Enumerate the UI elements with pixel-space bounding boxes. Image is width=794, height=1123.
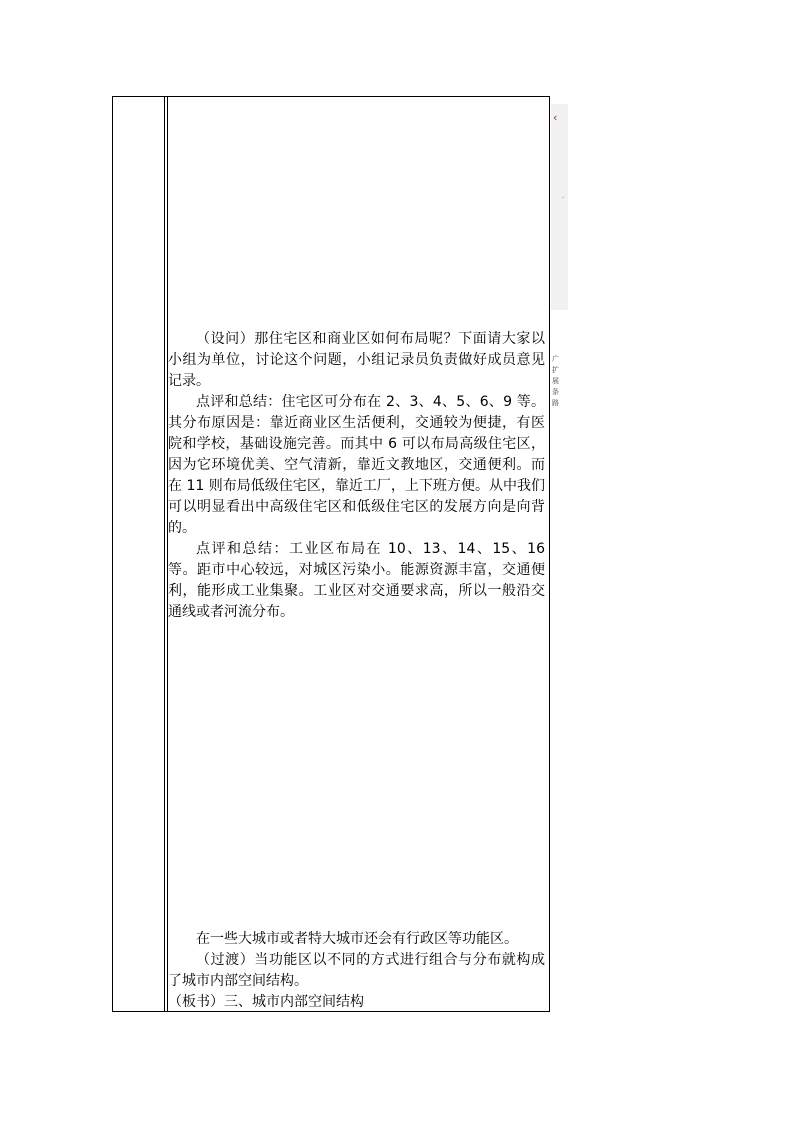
residential-summary-paragraph: 点评和总结：住宅区可分布在 2、3、4、5、6、9 等。其分布原因是：靠近商业区生活便利，交通较为便捷，有医院和学校，基础设施完善。而其中 6 可以布局高级住宅区，因为它环境优美、空气清新，靠近文教地区，交通便利。而在 11 则布局低级住宅区，靠近工厂，上下班方便。从中我们可以明显看出中高级住宅区和低级住宅区的发展方向是向背的。 [168,394,545,536]
board-note-heading: （板书）三、城市内部空间结构 [168,994,364,1010]
table-column-divider [164,96,165,1012]
lesson-content-upper [168,329,545,623]
map-image-dot: · [562,194,565,202]
admin-district-paragraph: 在一些大城市或者特大城市还会有行政区等功能区。 [196,931,518,947]
lesson-content-lower [168,929,545,1013]
map-image-mark: ‹ [553,111,558,124]
transition-paragraph: （过渡）当功能区以不同的方式进行组合与分布就构成了城市内部空间结构。 [168,952,545,989]
industrial-summary-paragraph: 点评和总结：工业区布局在 10、13、14、15、16 等。距市中心较远，对城区污染小。能源资源丰富，交通便利，能形成工业集聚。工业区对交通要求高，所以一般沿交通线或者河流分布。 [168,541,545,620]
question-paragraph: （设问）那住宅区和商业区如何布局呢？下面请大家以小组为单位，讨论这个问题，小组记录员负责做好成员意见记录。 [168,331,545,389]
map-image-char: 路 [552,399,559,407]
map-image-char: 广 [552,355,559,363]
map-image-char: 条 [552,388,559,396]
map-image-char: 展 [552,377,559,385]
map-image-legend-chars [552,354,559,409]
cropped-map-image [551,104,568,407]
map-image-char: 扩 [552,366,559,374]
